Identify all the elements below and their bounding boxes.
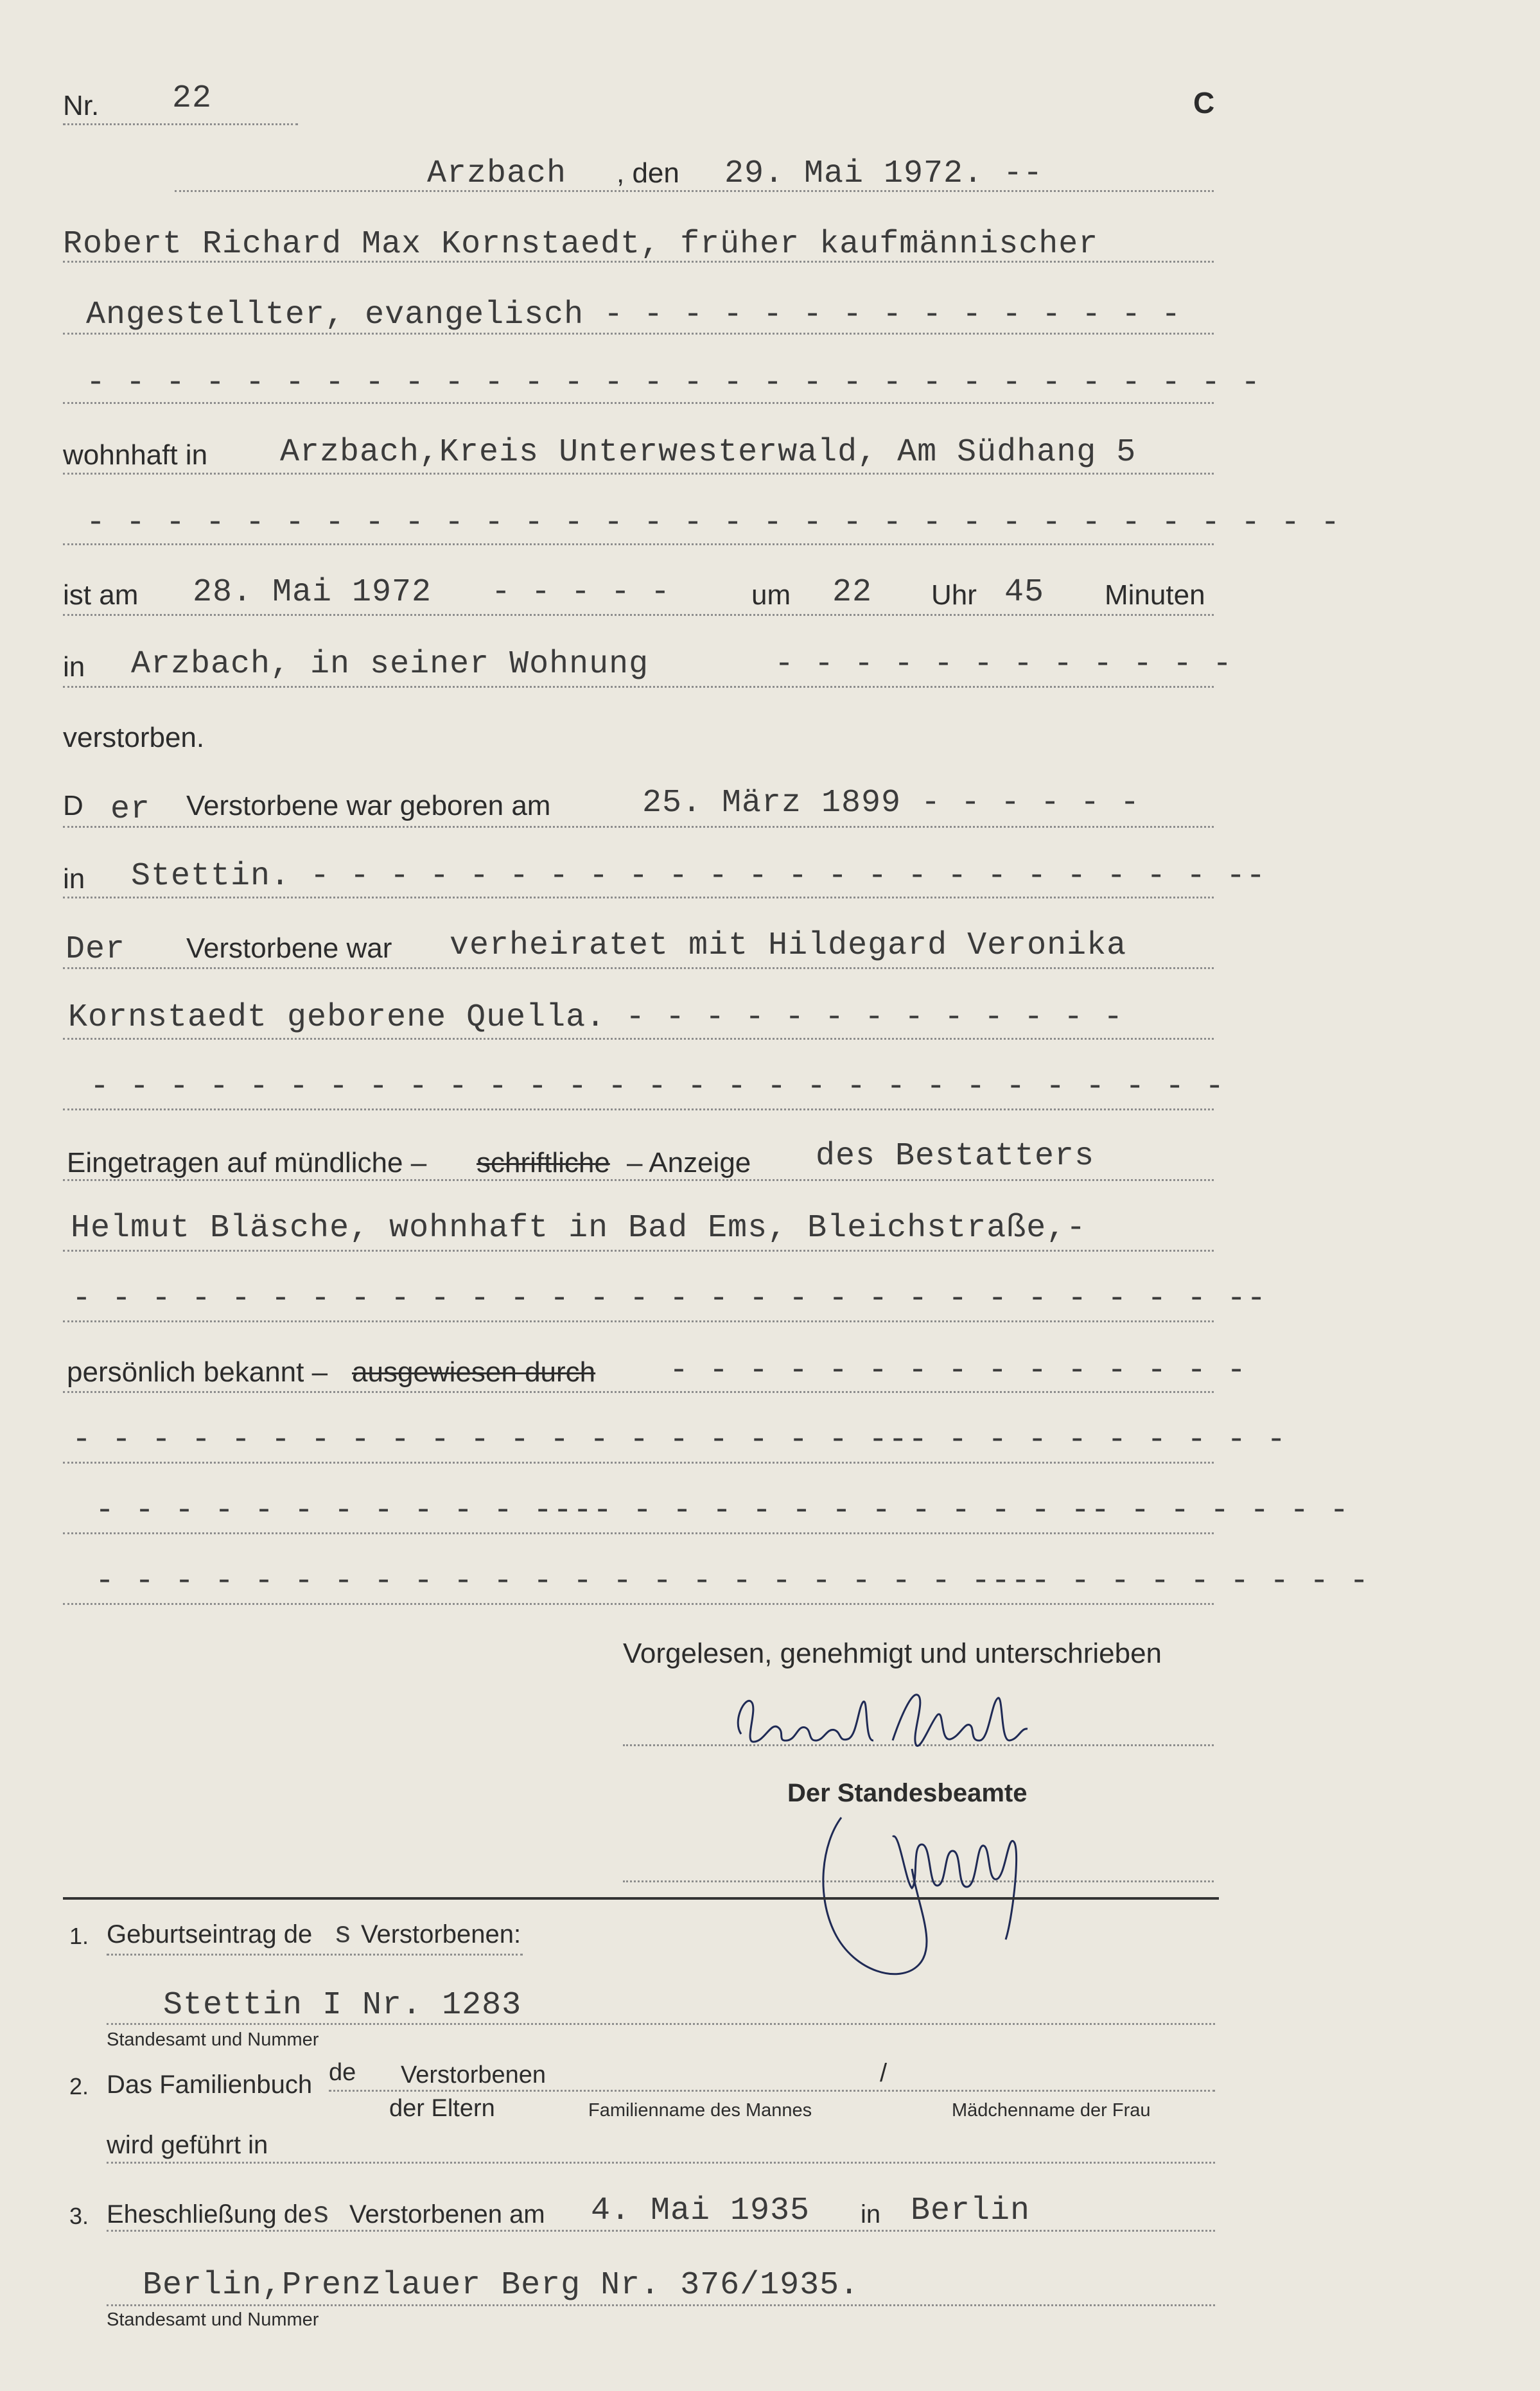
item2-line-2 [107, 2162, 1215, 2164]
registration-label-a: Eingetragen auf mündliche – [67, 1147, 427, 1178]
item3-line-1 [107, 2230, 1215, 2232]
nr-label: Nr. [63, 90, 100, 121]
rule-identity-1 [63, 1391, 1214, 1393]
item3-date: 4. Mai 1935 [591, 2193, 810, 2229]
identity-struck: ausgewiesen durch [352, 1356, 596, 1388]
death-label-um: um [751, 579, 791, 611]
rule-identity-4 [63, 1603, 1214, 1605]
identity-dashes-3: - - - - - - - - - - - ---- - - - - - - - - - - - -- - - - - - - [95, 1493, 1350, 1529]
item3-typed: s [312, 2198, 331, 2231]
registration-value-1: des Bestatters [816, 1138, 1095, 1175]
registration-value-3: - - - - - - - - - - - - - - - - - - - - - - - - - - - - - -- [72, 1281, 1267, 1317]
item1-label-underline [107, 1954, 523, 1956]
identity-dashes-1: - - - - - - - - - - - - - - - [669, 1353, 1247, 1389]
death-label-in: in [63, 651, 85, 683]
death-label-uhr: Uhr [931, 579, 977, 611]
rule-marital-3 [63, 1108, 1214, 1110]
item2-value-line [329, 2090, 1215, 2092]
item2-typed: Verstorbenen [401, 2062, 547, 2089]
item3-place: Berlin [911, 2193, 1031, 2229]
identity-dashes-4: - - - - - - - - - - - - - - - - - - - - - - ---- - - - - - - - - [95, 1563, 1370, 1600]
residence-value: Arzbach,Kreis Unterwesterwald, Am Südhang 5 [280, 434, 1137, 471]
death-verstorben: verstorben. [63, 722, 205, 753]
rule-registration-2 [63, 1250, 1214, 1252]
item2-slash: / [880, 2059, 888, 2087]
marital-typed-der: Der [66, 931, 126, 968]
footer-separator [63, 1897, 1219, 1900]
item1-label: Geburtseintrag de [107, 1920, 313, 1949]
death-hour: 22 [832, 574, 873, 611]
identity-dashes-2: - - - - - - - - - - - - - - - - - - - - --- - - - - - - - - - [72, 1422, 1287, 1458]
marital-value-2: Kornstaedt geborene Quella. - - - - - - - - - - - - - [68, 999, 1124, 1036]
item3-caption: Standesamt und Nummer [107, 2309, 319, 2330]
death-dashes: - - - - - [491, 574, 671, 611]
rule-person-1 [63, 261, 1214, 263]
date-den-label: , den [617, 157, 679, 189]
death-place: Arzbach, in seiner Wohnung [131, 646, 649, 683]
rule-marital-1 [63, 967, 1214, 969]
rule-birth-2 [63, 897, 1214, 898]
official-title: Der Standesbeamte [787, 1779, 1028, 1807]
death-label-minuten: Minuten [1105, 579, 1205, 611]
item3-label-2: Verstorbenen am [349, 2200, 545, 2229]
marital-value-1: verheiratet mit Hildegard Veronika [450, 927, 1127, 964]
item3-number: 3. [69, 2203, 89, 2229]
item1-caption: Standesamt und Nummer [107, 2029, 319, 2050]
rule-person-2 [63, 333, 1214, 335]
item1-number: 1. [69, 1923, 89, 1949]
item2-number: 2. [69, 2073, 89, 2099]
item3-label: Eheschließung de [107, 2200, 313, 2229]
rule-marital-2 [63, 1038, 1214, 1040]
series-letter: C [1193, 86, 1215, 119]
item2-label-2: wird geführt in [107, 2131, 268, 2159]
item2-caption-mann: Familienname des Mannes [588, 2100, 812, 2121]
birth-typed-er: er [110, 791, 151, 828]
registration-struck: schriftliche [477, 1147, 610, 1178]
rule-residence-1 [63, 473, 1214, 475]
death-date: 28. Mai 1972 [193, 574, 432, 611]
birth-label-d: D [63, 790, 83, 821]
rule-identity-2 [63, 1462, 1214, 1464]
birth-place: Stettin. - - - - - - - - - - - - - - - - - - - - - - - -- [131, 858, 1266, 895]
item2-eltern: der Eltern [389, 2095, 495, 2122]
registration-value-2: Helmut Bläsche, wohnhaft in Bad Ems, Bleichstraße,- [71, 1210, 1087, 1247]
rule-person-3 [63, 402, 1214, 404]
nr-value: 22 [172, 80, 213, 117]
person-line-2: Angestellter, evangelisch - - - - - - - - - - - - - - - [86, 297, 1182, 333]
item2-label: Das Familienbuch [107, 2071, 313, 2099]
rule-identity-3 [63, 1532, 1214, 1534]
death-place-dashes: - - - - - - - - - - - - [774, 646, 1233, 683]
item2-de: de [329, 2059, 356, 2086]
item1-label-2: Verstorbenen: [361, 1920, 521, 1949]
birth-date: 25. März 1899 - - - - - - [642, 785, 1141, 821]
rule-registration-3 [63, 1320, 1214, 1322]
date-underline [175, 190, 1214, 192]
residence-line-2: - - - - - - - - - - - - - - - - - - - - - - - - - - - - - - - - [86, 505, 1341, 541]
official-signature [816, 1792, 1034, 1984]
date-value: 29. Mai 1972. -- [724, 155, 1044, 192]
birth-label-in: in [63, 863, 85, 895]
item1-value: Stettin I Nr. 1283 [163, 1987, 522, 2024]
declarant-signature [726, 1683, 1060, 1760]
birth-label: Verstorbene war geboren am [186, 790, 551, 821]
death-label-ist-am: ist am [63, 579, 139, 611]
item2-caption-frau: Mädchenname der Frau [952, 2100, 1151, 2121]
person-line-3: - - - - - - - - - - - - - - - - - - - - - - - - - - - - - - [86, 365, 1261, 401]
item3-in: in [861, 2200, 881, 2229]
item1-typed: s [334, 1918, 353, 1951]
item1-value-line [107, 2023, 1215, 2025]
death-minutes: 45 [1004, 574, 1045, 611]
marital-value-3: - - - - - - - - - - - - - - - - - - - - - - - - - - - - - [90, 1069, 1225, 1105]
identity-label: persönlich bekannt – [67, 1356, 328, 1388]
nr-underline [63, 123, 298, 125]
signature-caption: Vorgelesen, genehmigt und unterschrieben [623, 1638, 1162, 1669]
item3-value: Berlin,Prenzlauer Berg Nr. 376/1935. [143, 2267, 860, 2304]
item3-line-2 [107, 2304, 1215, 2306]
person-line-1: Robert Richard Max Kornstaedt, früher kaufmännischer [63, 226, 1099, 263]
rule-residence-2 [63, 543, 1214, 545]
rule-death-2 [63, 686, 1214, 688]
date-place: Arzbach [427, 155, 567, 192]
rule-registration-1 [63, 1179, 1214, 1181]
residence-label: wohnhaft in [63, 439, 208, 471]
rule-birth-1 [63, 826, 1214, 828]
marital-label: Verstorbene war [186, 933, 392, 964]
rule-death-1 [63, 614, 1214, 616]
registration-label-b: – Anzeige [627, 1147, 751, 1178]
